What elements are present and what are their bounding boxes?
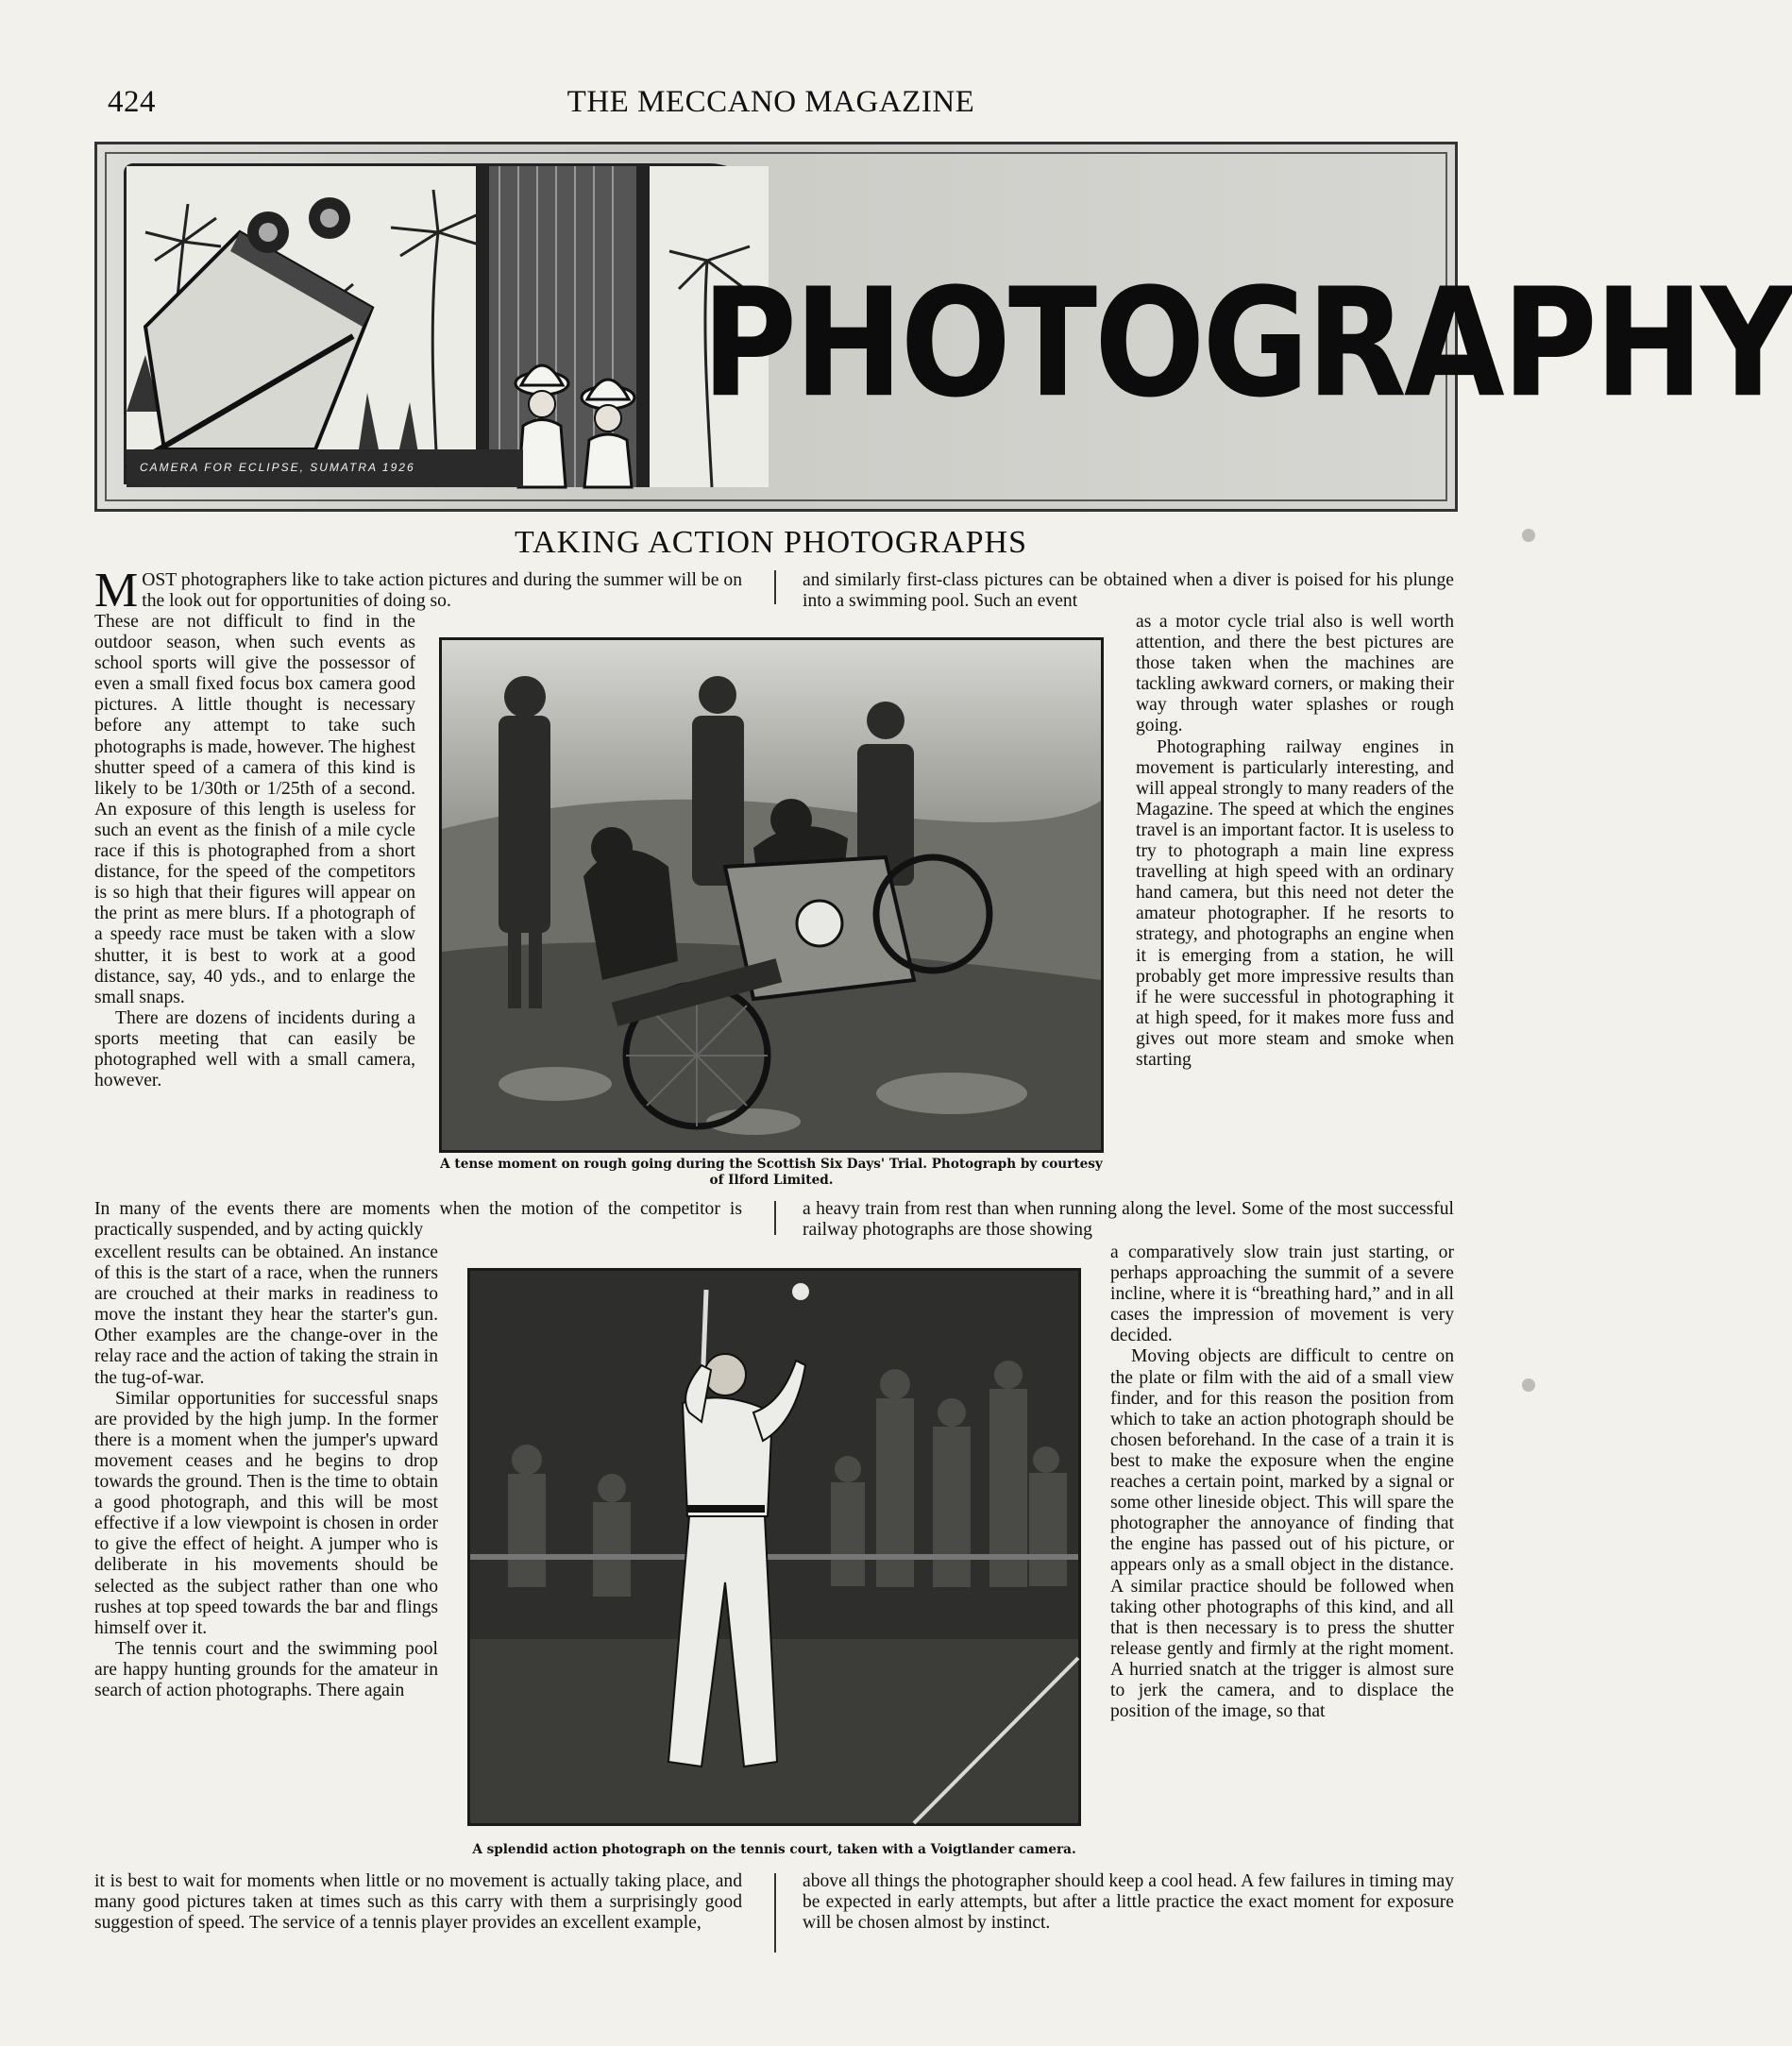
bottom-right-text: above all things the photographer should keep a cool head. A few failures in timing may be expected in early attempts, but after a little practice the exact moment for exposure will be chosen almost by instinct. — [803, 1871, 1454, 1934]
scan-mark — [1522, 1378, 1535, 1392]
paragraph: excellent results can be obtained. An instance of this is the start of a race, when the runners are crouched at their marks in readiness to move the instant they hear the starter's gun. Other examples are the change-over in the relay race and the action of taking the strain in the tug-of-war. — [94, 1243, 438, 1388]
paragraph: Moving objects are difficult to centre on the plate or film with the aid of a small view finder, and for this reason the position from which to take an action photograph should be chosen beforehand. In the case of a train it is best to make the exposure when the engine reaches a certain point, marked by a signal or some other lineside object. This will spare the photographer the annoyance of finding that the engine has passed out of his picture, or appears only as a small object in the distance. A similar practice should be followed when taking other photographs of this kind, and all that is then necessary is to press the shutter release gently and firmly at the right moment. A hurried snatch at the trigger is almost sure to jerk the camera, and to displace the position of the image, so that — [1110, 1346, 1454, 1722]
photography-banner — [94, 142, 1792, 512]
middle-left-text: In many of the events there are moments when the motion of the competitor is practically suspended, and by acting quickly — [94, 1199, 742, 1241]
intro-text: OST photographers like to take action pictures and during the summer will be on the look out for opportunities of doing so. — [142, 570, 742, 612]
paragraph: These are not difficult to find in the outdoor season, when such events as school sports will give the possessor of even a small fixed focus box camera good pictures. A little thought is necessary before any attempt to take such photographs is made, however. The highest shutter speed of a camera of this kind is likely to be 1/30th or 1/25th of a second. An exposure of this length is useless for such an event as the finish of a mile cycle race if this is photographed from a short distance, for the speed of the competitors is so high that their figures will appear on the print as mere blurs. If a photograph of a speedy race must be taken with a slow shutter, it is best to work at a good distance, say, 40 yds., and to enlarge the small snaps. — [94, 612, 415, 1007]
tennis-player-image — [470, 1271, 1078, 1823]
paragraph: There are dozens of incidents during a sports meeting that can easily be photographed well with a small camera, however. — [94, 1007, 415, 1091]
motorcycle-sidecar-image — [442, 640, 1101, 1150]
column-rule — [774, 1201, 776, 1235]
top-right-text: and similarly first-class pictures can be obtained when a diver is poised for his plunge into a swimming pool. Such an event — [803, 570, 1454, 612]
left-column-2 — [94, 1243, 438, 1701]
paragraph: The tennis court and the swimming pool are happy hunting grounds for the amateur in search of action photographs. There again — [94, 1638, 438, 1700]
column-rule — [774, 570, 776, 604]
intro-paragraph — [94, 564, 742, 617]
motorcycle-photo-caption: A tense moment on rough going during the Scottish Six Days' Trial. Photograph by courtesy of Ilford Limited. — [440, 1157, 1103, 1188]
eclipse-camera-illustration — [127, 166, 769, 487]
motorcycle-trial-photo — [439, 637, 1104, 1153]
paragraph: a comparatively slow train just starting, or perhaps approaching the summit of a severe incline, where it is “breathing hard,” and in all cases the impression of movement is very decided. — [1110, 1243, 1454, 1346]
drop-cap: M — [94, 564, 139, 617]
page-number: 424 — [108, 85, 156, 119]
scan-mark — [1522, 529, 1535, 542]
right-column-1 — [1136, 612, 1454, 1071]
middle-right-text: a heavy train from rest than when running along the level. Some of the most successful railway photographs are those showing — [803, 1199, 1454, 1241]
right-column-2 — [1110, 1243, 1454, 1722]
paragraph: Photographing railway engines in movement is particularly interesting, and will appeal strongly to many readers of the Magazine. The speed at which the engines travel is an important factor. It is useless to try to photograph a main line express travelling at high speed with an ordinary hand camera, but this need not deter the amateur photographer. If he resorts to strategy, and photographs an engine when it is emerging from a station, he will probably get more impressive results than if he were successful in photographing it at high speed, for it makes more fuss and gives out more steam and smoke when starting — [1136, 736, 1454, 1070]
tennis-court-photo — [467, 1268, 1081, 1826]
bottom-left-text: it is best to wait for moments when little or no movement is actually taking place, and many good pictures taken at times such as this carry with them a surprisingly good suggestion of speed. The service of a tennis player provides an excellent example, — [94, 1871, 742, 1934]
banner-illustration — [124, 163, 766, 484]
magazine-title: THE MECCANO MAGAZINE — [566, 85, 975, 119]
banner-illustration-caption: CAMERA FOR ECLIPSE, SUMATRA 1926 — [140, 461, 415, 474]
article-title: TAKING ACTION PHOTOGRAPHS — [514, 525, 1028, 560]
paragraph: Similar opportunities for successful snaps are provided by the high jump. In the former there is a moment when the jumper's upward movement ceases and he begins to drop towards the ground. Then is the time to obtain a good photograph, and this will be most effective if a low viewpoint is chosen in order to give the effect of height. A jumper who is deliberate in his movements should be selected as the subject rather than one who rushes at top speed towards the bar and flings himself over it. — [94, 1388, 438, 1638]
paragraph: as a motor cycle trial also is well worth attention, and there the best pictures are those taken when the machines are tackling awkward corners, or making their way through water splashes or rough going. — [1136, 612, 1454, 736]
left-column-1 — [94, 612, 415, 1091]
column-rule — [774, 1873, 776, 1953]
banner-title: PHOTOGRAPHY — [702, 256, 1792, 431]
tennis-photo-caption: A splendid action photograph on the tennis court, taken with a Voigtlander camera. — [472, 1842, 1076, 1857]
